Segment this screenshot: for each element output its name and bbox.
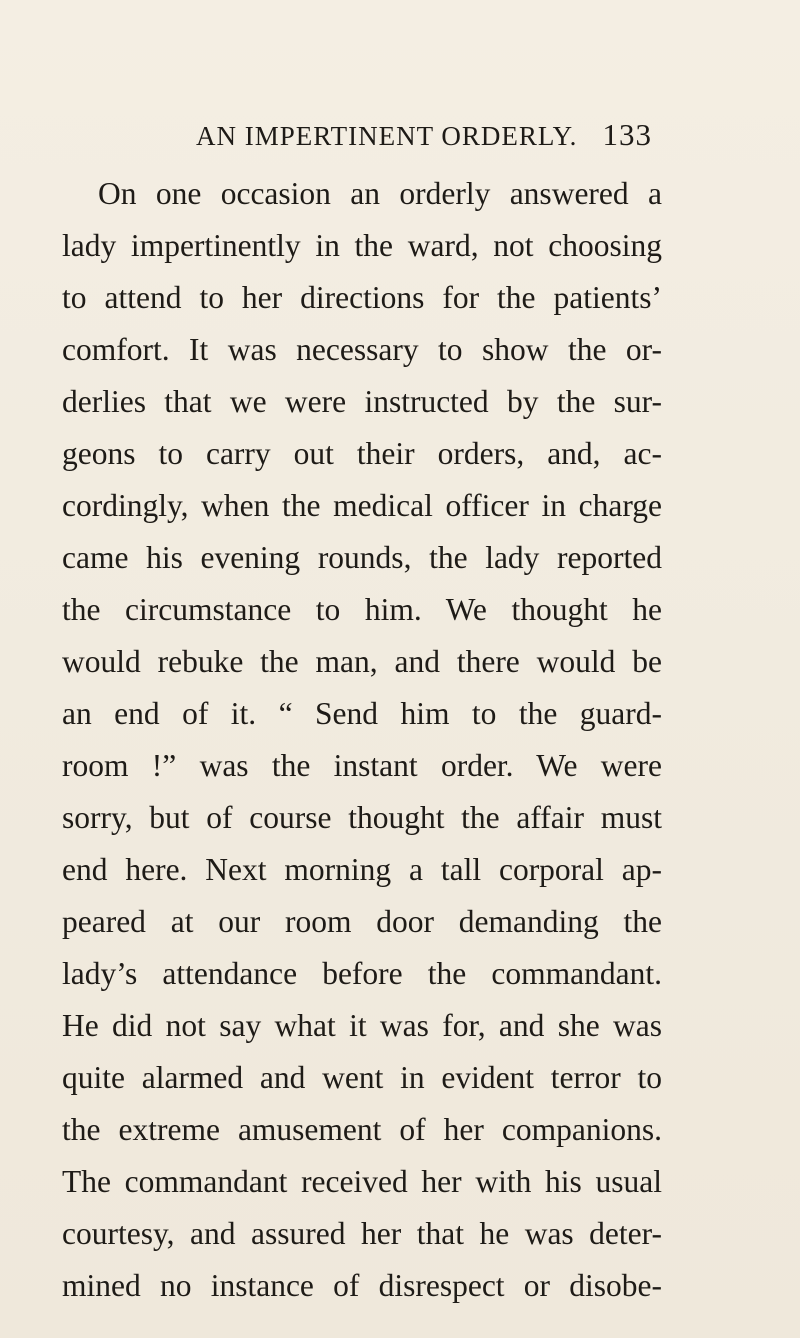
text-line: to attend to her directions for the patients’	[62, 280, 662, 315]
text-line: geons to carry out their orders, and, ac-	[62, 436, 662, 471]
body-text	[62, 176, 662, 1320]
text-line: On one occasion an orderly answered a	[98, 176, 662, 211]
text-line: sorry, but of course thought the affair must	[62, 800, 662, 835]
text-line: peared at our room door demanding the	[62, 904, 662, 939]
text-line: the circumstance to him. We thought he	[62, 592, 662, 627]
page-header	[196, 117, 652, 157]
text-line: quite alarmed and went in evident terror to	[62, 1060, 662, 1095]
text-line: the extreme amusement of her companions.	[62, 1112, 662, 1147]
text-line: cordingly, when the medical officer in charge	[62, 488, 662, 523]
text-line: courtesy, and assured her that he was deter-	[62, 1216, 662, 1251]
text-line: The commandant received her with his usual	[62, 1164, 662, 1199]
text-line: derlies that we were instructed by the sur-	[62, 384, 662, 419]
page-number: 133	[602, 117, 652, 152]
text-line: came his evening rounds, the lady reported	[62, 540, 662, 575]
text-line: end here. Next morning a tall corporal ap-	[62, 852, 662, 887]
text-line: lady impertinently in the ward, not choosing	[62, 228, 662, 263]
text-line: would rebuke the man, and there would be	[62, 644, 662, 679]
text-line: lady’s attendance before the commandant.	[62, 956, 662, 991]
text-line: an end of it. “ Send him to the guard-	[62, 696, 662, 731]
running-head: AN IMPERTINENT ORDERLY.	[196, 121, 578, 151]
text-line: mined no instance of disrespect or disobe-	[62, 1268, 662, 1303]
text-line: He did not say what it was for, and she was	[62, 1008, 662, 1043]
text-line: comfort. It was necessary to show the or-	[62, 332, 662, 367]
text-line: room !” was the instant order. We were	[62, 748, 662, 783]
